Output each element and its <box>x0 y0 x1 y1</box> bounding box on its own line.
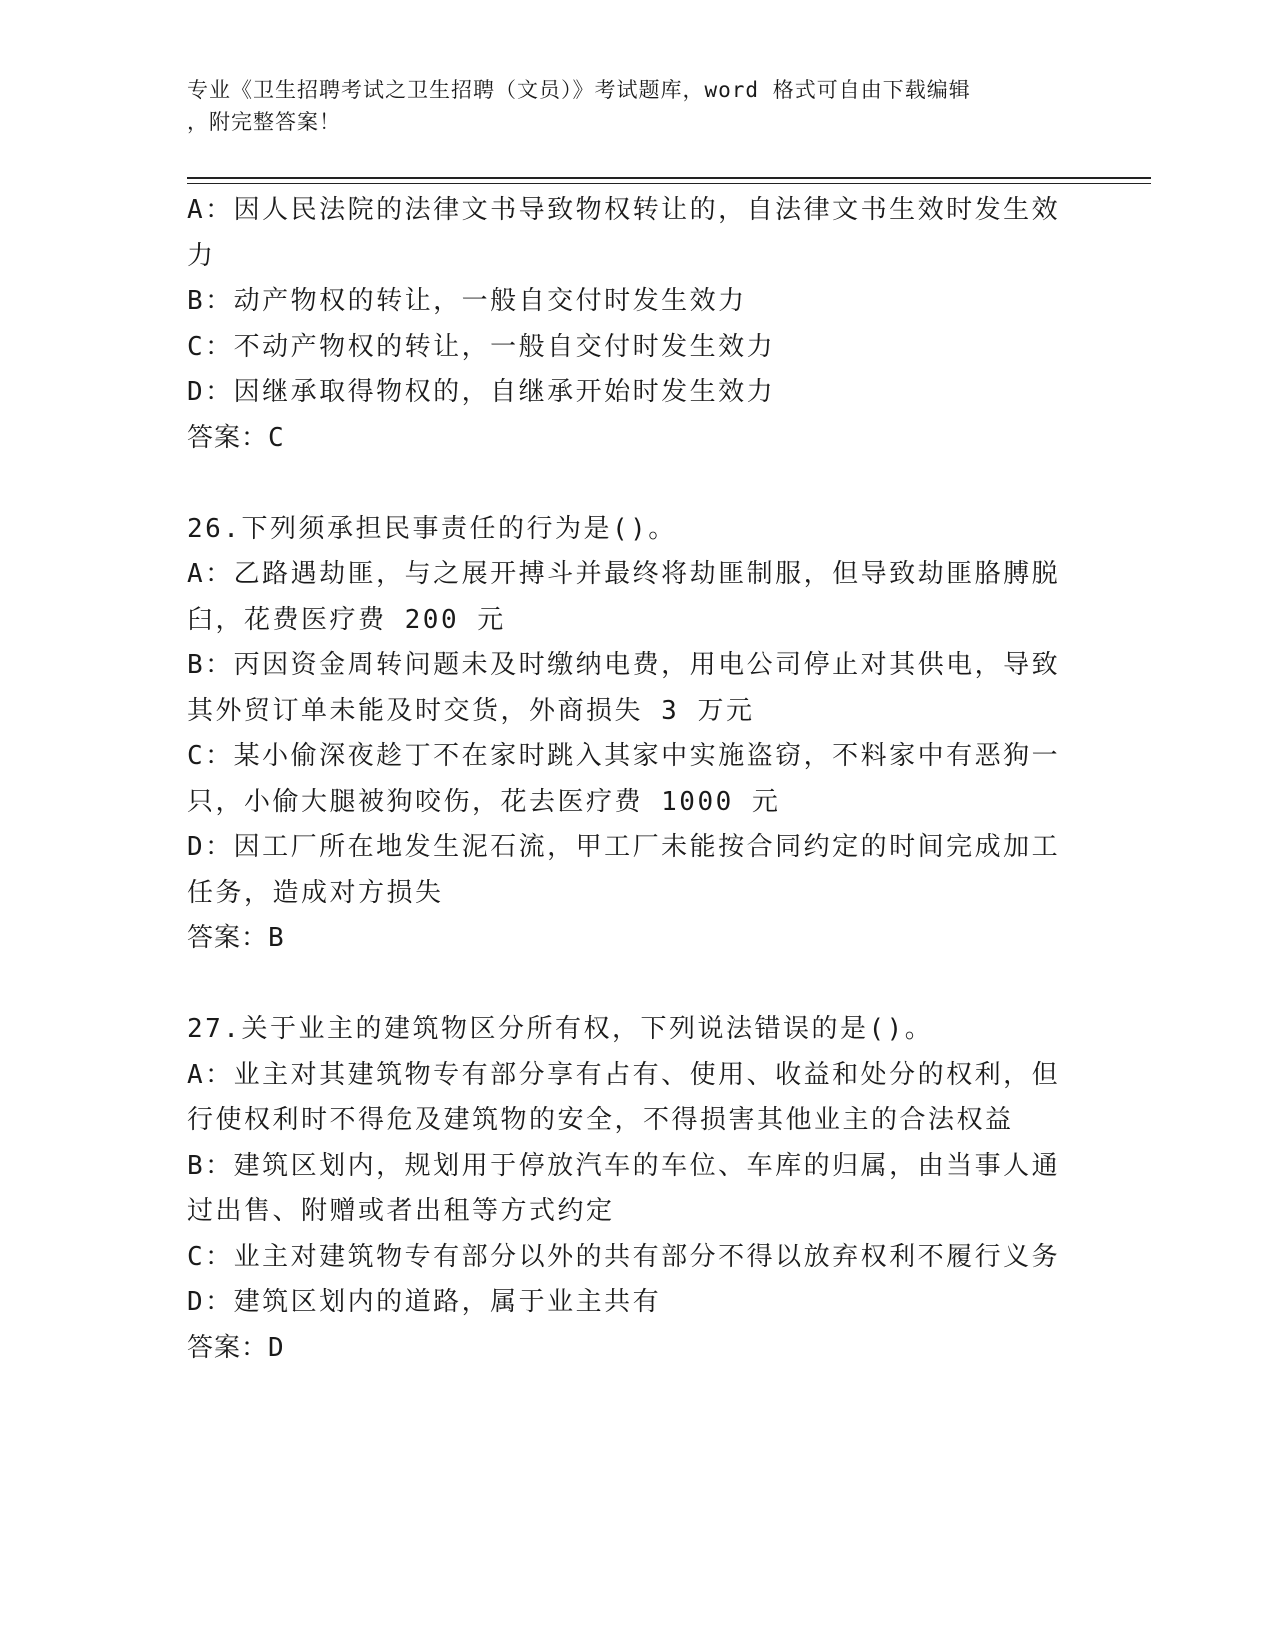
spacer <box>187 962 1077 1008</box>
spacer <box>187 461 1077 507</box>
option-c: C：业主对建筑物专有部分以外的共有部分不得以放弃权利不履行义务 <box>187 1241 1061 1272</box>
option-c: C：某小偷深夜趁丁不在家时跳入其家中实施盗窃，不料家中有恶狗一只，小偷大腿被狗咬伤，花去医疗费 1000 元 <box>187 741 1061 817</box>
page-header <box>187 74 1067 138</box>
option-b: B：丙因资金周转问题未及时缴纳电费，用电公司停止对其供电，导致其外贸订单未能及时交货，外商损失 3 万元 <box>187 650 1061 726</box>
option-a: A：因人民法院的法律文书导致物权转让的，自法律文书生效时发生效力 <box>187 195 1061 271</box>
option-a: A：乙路遇劫匪，与之展开搏斗并最终将劫匪制服，但导致劫匪胳膊脱臼，花费医疗费 200 元 <box>187 559 1061 635</box>
option-d: D：因工厂所在地发生泥石流，甲工厂未能按合同约定的时间完成加工任务，造成对方损失 <box>187 832 1061 908</box>
header-divider-thin <box>187 183 1151 184</box>
question-25 <box>187 188 1077 461</box>
question-26 <box>187 507 1077 962</box>
header-divider-thick <box>187 177 1151 179</box>
option-b: B：建筑区划内，规划用于停放汽车的车位、车库的归属，由当事人通过出售、附赠或者出租等方式约定 <box>187 1150 1061 1226</box>
option-b: B：动产物权的转让，一般自交付时发生效力 <box>187 286 747 316</box>
question-text: 27.关于业主的建筑物区分所有权，下列说法错误的是()。 <box>187 1014 934 1044</box>
answer-line: 答案：C <box>187 422 285 453</box>
answer-line: 答案：B <box>187 923 285 953</box>
option-c: C：不动产物权的转让，一般自交付时发生效力 <box>187 331 776 362</box>
option-a: A：业主对其建筑物专有部分享有占有、使用、收益和处分的权利，但行使权利时不得危及建筑物的安全，不得损害其他业主的合法权益 <box>187 1059 1061 1135</box>
header-title-line: 专业《卫生招聘考试之卫生招聘（文员）》考试题库，word 格式可自由下载编辑 <box>187 78 971 102</box>
option-d: D：建筑区划内的道路，属于业主共有 <box>187 1287 662 1317</box>
question-list <box>187 188 1077 1371</box>
option-d: D：因继承取得物权的，自继承开始时发生效力 <box>187 377 776 407</box>
answer-line: 答案：D <box>187 1332 285 1363</box>
question-27 <box>187 1007 1077 1371</box>
header-subtitle-line: ，附完整答案！ <box>187 110 341 134</box>
question-text: 26.下列须承担民事责任的行为是()。 <box>187 513 677 544</box>
